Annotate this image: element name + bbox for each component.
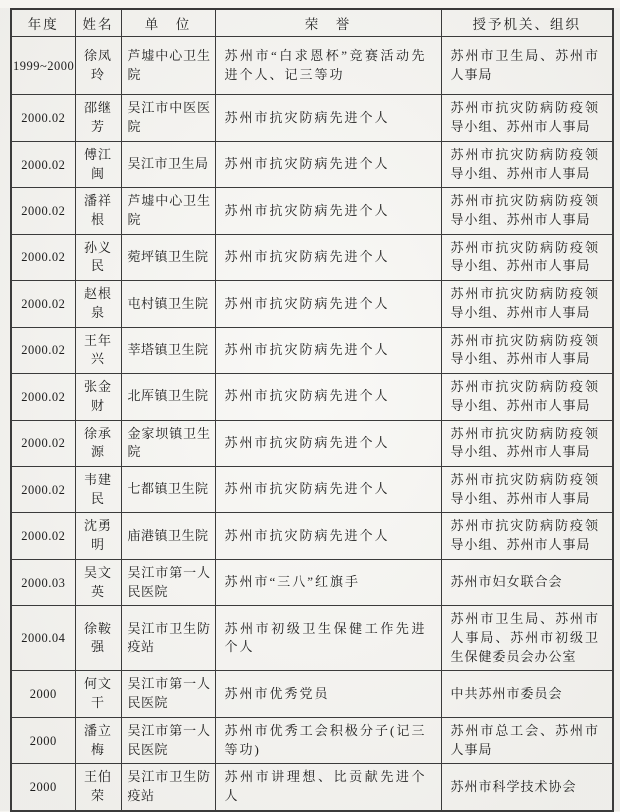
- year-cell: 2000: [11, 671, 75, 717]
- table-row: [11, 671, 613, 717]
- authority-cell: 苏州市抗灾防病防疫领导小组、苏州市人事局: [441, 513, 613, 559]
- unit-cell: 吴江市第一人民医院: [121, 717, 215, 763]
- unit-cell: 吴江市第一人民医院: [121, 559, 215, 605]
- honor-cell: 苏州市抗灾防病先进个人: [215, 281, 441, 327]
- unit-cell: 芦墟中心卫生院: [121, 37, 215, 95]
- table-row: [11, 374, 613, 420]
- table-row: [11, 717, 613, 763]
- unit-cell: 莘塔镇卫生院: [121, 327, 215, 373]
- table-row: [11, 37, 613, 95]
- year-cell: 2000.02: [11, 513, 75, 559]
- unit-cell: 菀坪镇卫生院: [121, 234, 215, 280]
- name-cell: 徐凤玲: [75, 37, 121, 95]
- authority-cell: 苏州市卫生局、苏州市人事局、苏州市初级卫生保健委员会办公室: [441, 606, 613, 671]
- name-cell: 徐鞍强: [75, 606, 121, 671]
- year-cell: 2000.02: [11, 374, 75, 420]
- name-cell: 孙义民: [75, 234, 121, 280]
- honor-cell: 苏州市初级卫生保健工作先进个人: [215, 606, 441, 671]
- year-cell: 2000.02: [11, 234, 75, 280]
- authority-cell: 苏州市卫生局、苏州市人事局: [441, 37, 613, 95]
- year-cell: 2000.02: [11, 281, 75, 327]
- table-row: [11, 188, 613, 234]
- honor-cell: 苏州市讲理想、比贡献先进个人: [215, 764, 441, 811]
- name-cell: 王伯荣: [75, 764, 121, 811]
- table-body: [11, 37, 613, 811]
- authority-cell: 苏州市总工会、苏州市人事局: [441, 717, 613, 763]
- year-cell: 2000.02: [11, 420, 75, 466]
- authority-cell: 苏州市抗灾防病防疫领导小组、苏州市人事局: [441, 281, 613, 327]
- honor-cell: 苏州市抗灾防病先进个人: [215, 188, 441, 234]
- table-row: [11, 513, 613, 559]
- unit-cell: 吴江市卫生局: [121, 141, 215, 187]
- authority-cell: 苏州市抗灾防病防疫领导小组、苏州市人事局: [441, 374, 613, 420]
- authority-cell: 苏州市科学技术协会: [441, 764, 613, 811]
- unit-cell: 吴江市卫生防疫站: [121, 764, 215, 811]
- year-cell: 2000.02: [11, 141, 75, 187]
- table-row: [11, 606, 613, 671]
- table-row: [11, 141, 613, 187]
- unit-cell: 七都镇卫生院: [121, 466, 215, 512]
- year-cell: 2000.02: [11, 466, 75, 512]
- honor-cell: 苏州市抗灾防病先进个人: [215, 234, 441, 280]
- name-cell: 徐承源: [75, 420, 121, 466]
- unit-cell: 庙港镇卫生院: [121, 513, 215, 559]
- name-cell: 吴文英: [75, 559, 121, 605]
- honor-cell: 苏州市优秀党员: [215, 671, 441, 717]
- honor-cell: 苏州市抗灾防病先进个人: [215, 374, 441, 420]
- honor-cell: 苏州市抗灾防病先进个人: [215, 513, 441, 559]
- column-header-year: 年度: [11, 9, 75, 37]
- name-cell: 张金财: [75, 374, 121, 420]
- honor-cell: 苏州市抗灾防病先进个人: [215, 141, 441, 187]
- honor-cell: 苏州市抗灾防病先进个人: [215, 466, 441, 512]
- table-row: [11, 420, 613, 466]
- unit-cell: 屯村镇卫生院: [121, 281, 215, 327]
- unit-cell: 吴江市卫生防疫站: [121, 606, 215, 671]
- name-cell: 潘祥根: [75, 188, 121, 234]
- name-cell: 沈勇明: [75, 513, 121, 559]
- name-cell: 傅江闽: [75, 141, 121, 187]
- honor-cell: 苏州市优秀工会积极分子(记三等功): [215, 717, 441, 763]
- name-cell: 韦建民: [75, 466, 121, 512]
- column-header-unit: 单 位: [121, 9, 215, 37]
- unit-cell: 吴江市中医医院: [121, 95, 215, 141]
- table-row: [11, 234, 613, 280]
- header-row: [11, 9, 613, 37]
- table-row: [11, 764, 613, 811]
- table-row: [11, 95, 613, 141]
- year-cell: 2000.02: [11, 327, 75, 373]
- year-cell: 1999~2000: [11, 37, 75, 95]
- year-cell: 2000: [11, 764, 75, 811]
- honor-cell: 苏州市“三八”红旗手: [215, 559, 441, 605]
- table-row: [11, 559, 613, 605]
- name-cell: 王年兴: [75, 327, 121, 373]
- unit-cell: 吴江市第一人民医院: [121, 671, 215, 717]
- unit-cell: 北厍镇卫生院: [121, 374, 215, 420]
- year-cell: 2000.03: [11, 559, 75, 605]
- authority-cell: 苏州市抗灾防病防疫领导小组、苏州市人事局: [441, 141, 613, 187]
- name-cell: 潘立梅: [75, 717, 121, 763]
- name-cell: 邵继芳: [75, 95, 121, 141]
- honor-cell: 苏州市抗灾防病先进个人: [215, 327, 441, 373]
- unit-cell: 芦墟中心卫生院: [121, 188, 215, 234]
- year-cell: 2000.04: [11, 606, 75, 671]
- year-cell: 2000.02: [11, 95, 75, 141]
- column-header-authority: 授予机关、组织: [441, 9, 613, 37]
- authority-cell: 苏州市抗灾防病防疫领导小组、苏州市人事局: [441, 188, 613, 234]
- unit-cell: 金家坝镇卫生院: [121, 420, 215, 466]
- column-header-name: 姓名: [75, 9, 121, 37]
- year-cell: 2000: [11, 717, 75, 763]
- name-cell: 赵根泉: [75, 281, 121, 327]
- table-row: [11, 281, 613, 327]
- authority-cell: 苏州市妇女联合会: [441, 559, 613, 605]
- honor-cell: 苏州市抗灾防病先进个人: [215, 420, 441, 466]
- authority-cell: 苏州市抗灾防病防疫领导小组、苏州市人事局: [441, 420, 613, 466]
- table-row: [11, 327, 613, 373]
- authority-cell: 苏州市抗灾防病防疫领导小组、苏州市人事局: [441, 234, 613, 280]
- honor-cell: 苏州市抗灾防病先进个人: [215, 95, 441, 141]
- authority-cell: 苏州市抗灾防病防疫领导小组、苏州市人事局: [441, 95, 613, 141]
- awards-table: [10, 8, 614, 812]
- authority-cell: 苏州市抗灾防病防疫领导小组、苏州市人事局: [441, 327, 613, 373]
- authority-cell: 中共苏州市委员会: [441, 671, 613, 717]
- authority-cell: 苏州市抗灾防病防疫领导小组、苏州市人事局: [441, 466, 613, 512]
- column-header-honor: 荣 誉: [215, 9, 441, 37]
- scanned-document-page: [0, 8, 620, 811]
- honor-cell: 苏州市“白求恩杯”竞赛活动先进个人、记三等功: [215, 37, 441, 95]
- name-cell: 何文干: [75, 671, 121, 717]
- table-row: [11, 466, 613, 512]
- year-cell: 2000.02: [11, 188, 75, 234]
